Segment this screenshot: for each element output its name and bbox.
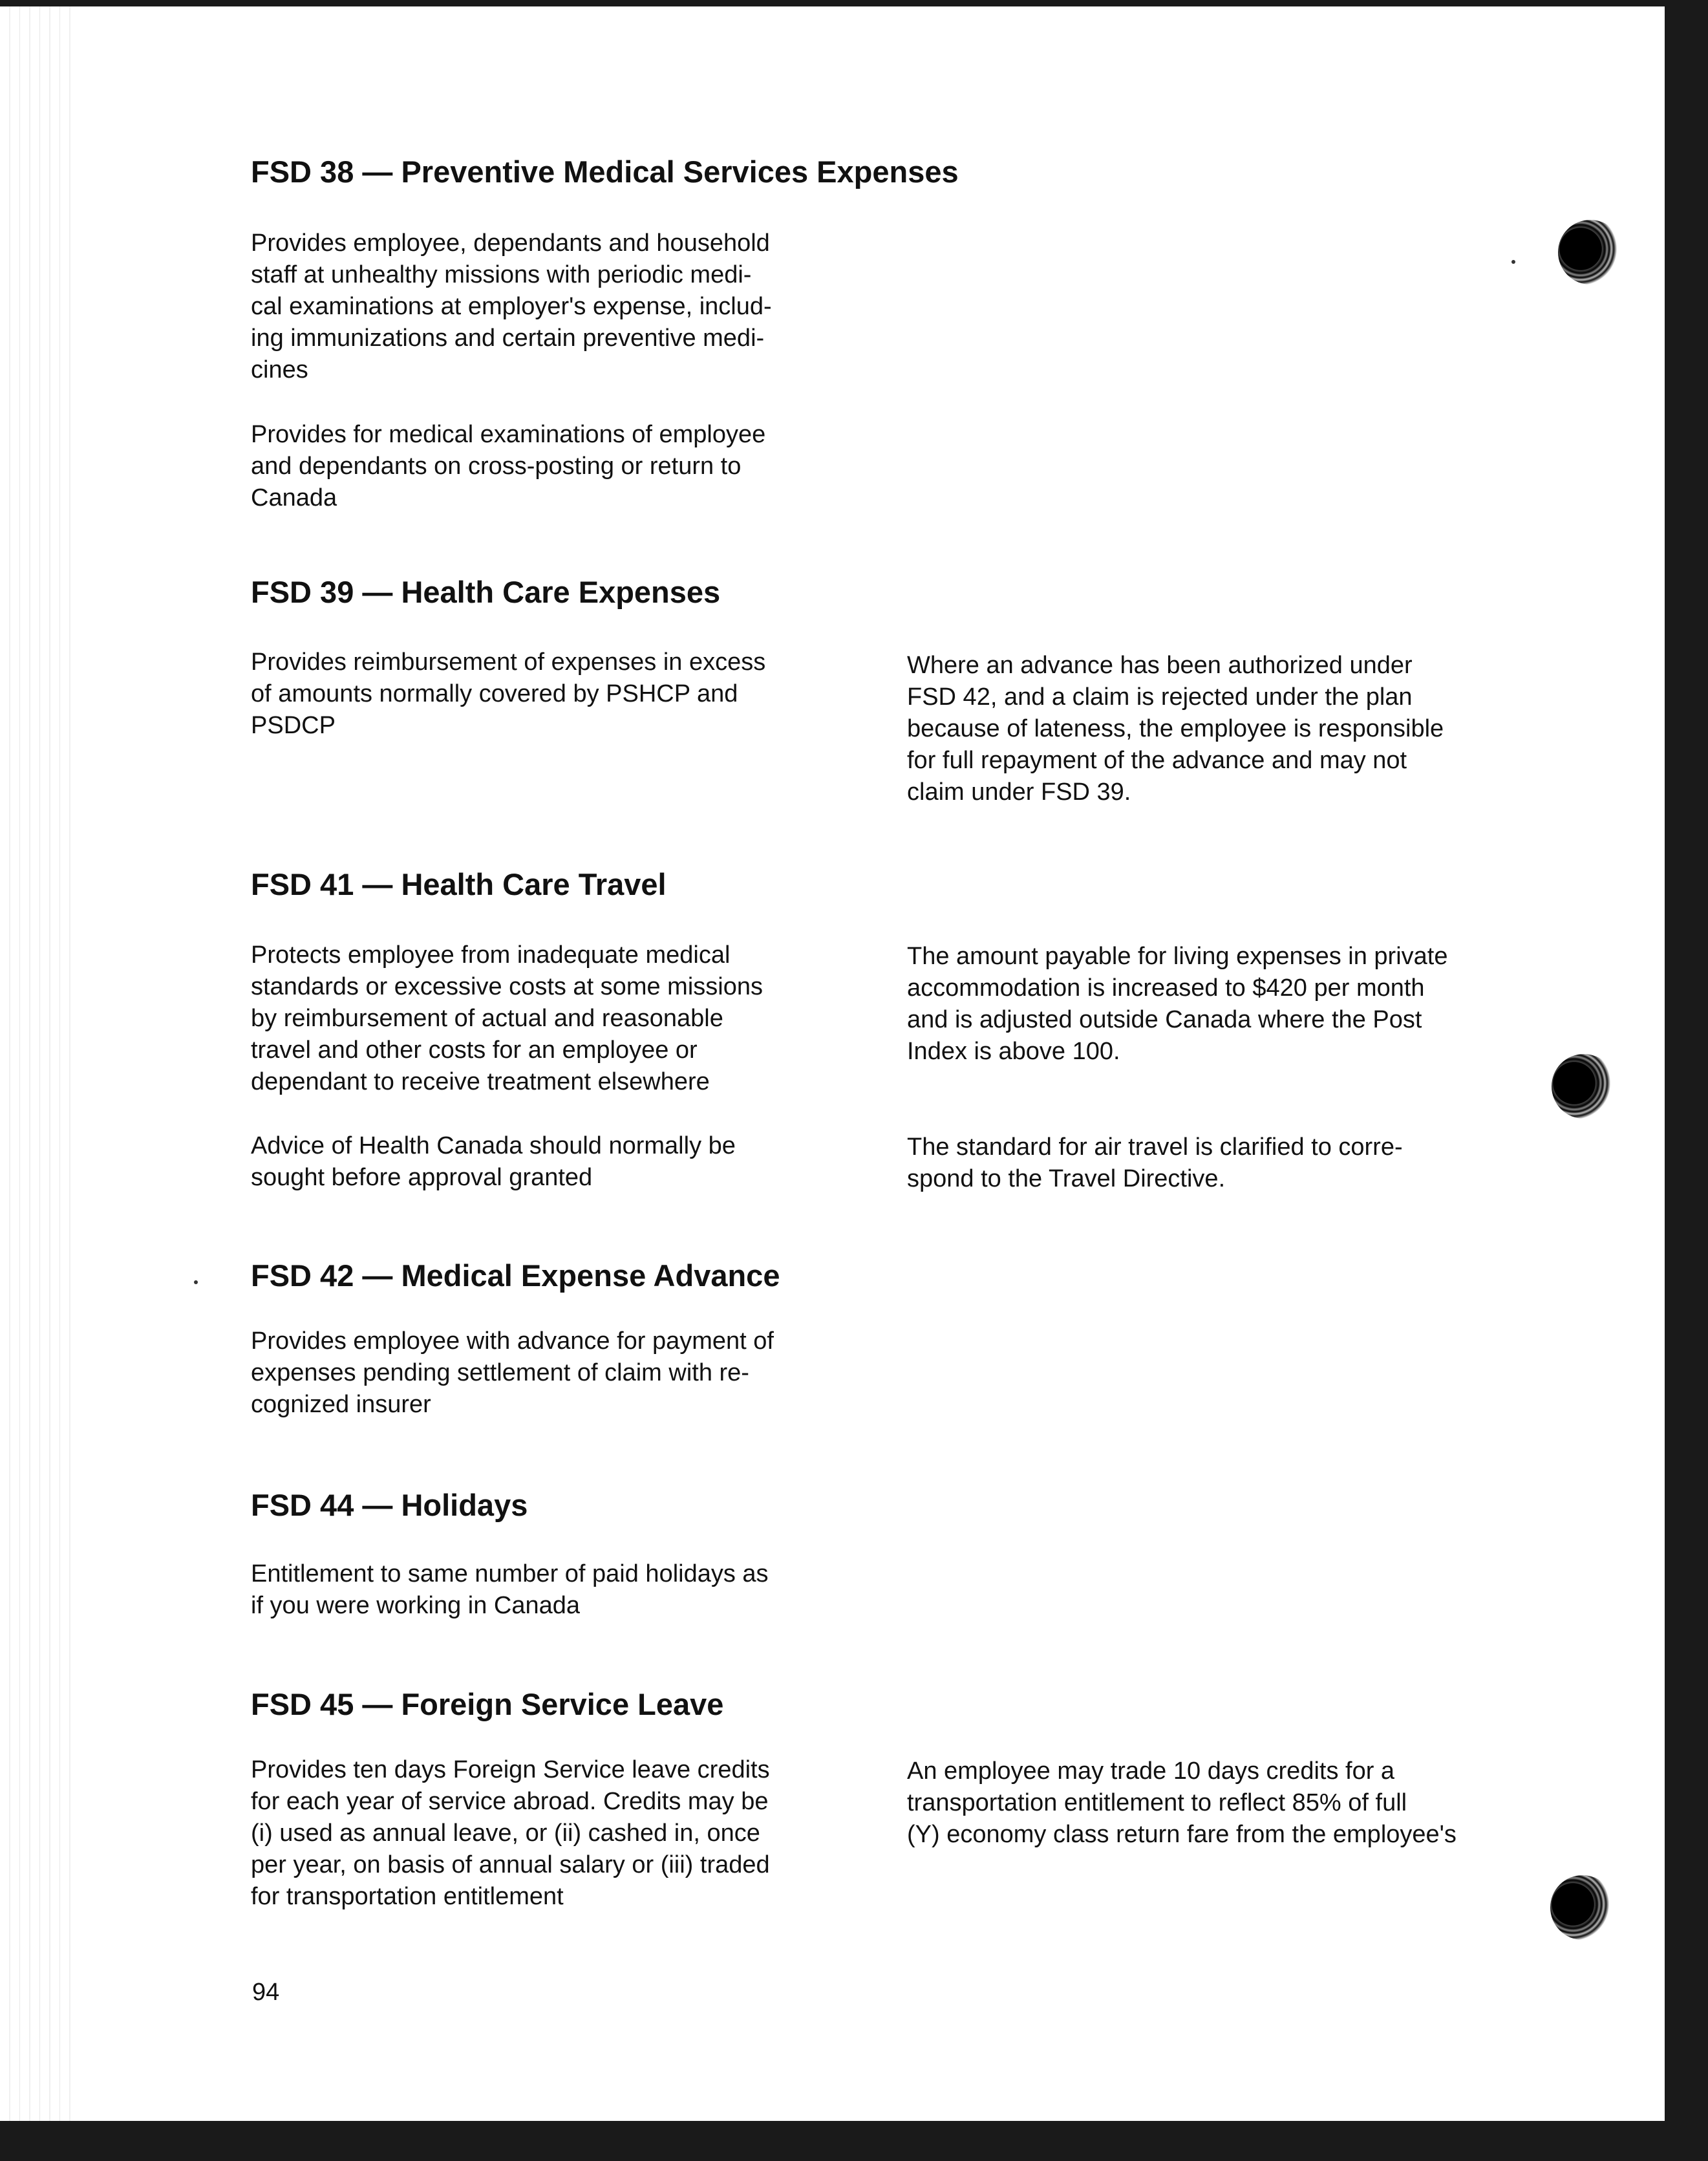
section-heading-fsd-38: FSD 38 — Preventive Medical Services Expenses: [251, 155, 959, 189]
binding-edge: [0, 6, 71, 2121]
section-heading-fsd-44: FSD 44 — Holidays: [251, 1488, 528, 1522]
scan-speck: [194, 1280, 198, 1284]
section-heading-fsd-42: FSD 42 — Medical Expense Advance: [251, 1258, 780, 1293]
scan-speck: [1511, 260, 1515, 264]
fsd-41-paragraph-2: Advice of Health Canada should normally be sought before approval granted: [251, 1132, 736, 1191]
section-heading-fsd-41: FSD 41 — Health Care Travel: [251, 867, 667, 901]
fsd-45-note: An employee may trade 10 days credits for a transportation entitlement to reflect 85% of full (Y) economy class return fare from the employee's: [907, 1758, 1457, 1848]
fsd-39-note: Where an advance has been authorized under FSD 42, and a claim is rejected under the plan because of lateness, the employee is responsible for full repayment of the advance and may not claim under FSD 39.: [907, 652, 1444, 806]
fsd-42-paragraph: Provides employee with advance for payment of expenses pending settlement of claim with re- cognized insurer: [251, 1328, 774, 1418]
section-heading-fsd-45: FSD 45 — Foreign Service Leave: [251, 1687, 724, 1721]
punch-hole-middle: [1552, 1054, 1616, 1119]
page-number: 94: [252, 1979, 280, 2006]
fsd-39-paragraph: Provides reimbursement of expenses in excess of amounts normally covered by PSHCP and PSDCP: [251, 649, 766, 739]
fsd-38-paragraph-1: Provides employee, dependants and household staff at unhealthy missions with periodic medi- cal examinations at employer's expense, includ- ing immunizations and certain preventive medi- cines: [251, 230, 772, 383]
punch-hole-top: [1558, 220, 1623, 285]
fsd-41-note-2: The standard for air travel is clarified to corre- spond to the Travel Directive.: [907, 1134, 1403, 1192]
fsd-38-paragraph-2: Provides for medical examinations of employee and dependants on cross-posting or return to Canada: [251, 421, 766, 511]
fsd-44-paragraph: Entitlement to same number of paid holidays as if you were working in Canada: [251, 1560, 769, 1619]
scanned-page: [0, 6, 1665, 2121]
punch-hole-bottom: [1550, 1875, 1615, 1940]
fsd-41-paragraph-1: Protects employee from inadequate medical standards or excessive costs at some missions by reimbursement of actual and reasonable travel and other costs for an employee or dependant to receive treatment elsewhere: [251, 941, 763, 1095]
section-heading-fsd-39: FSD 39 — Health Care Expenses: [251, 575, 721, 609]
fsd-41-note-1: The amount payable for living expenses in private accommodation is increased to $420 per month and is adjusted outside Canada where the Post Index is above 100.: [907, 943, 1448, 1065]
fsd-45-paragraph: Provides ten days Foreign Service leave credits for each year of service abroad. Credits may be (i) used as annual leave, or (ii) cashed in, once per year, on basis of annual salary or (iii) traded for transportation entitlement: [251, 1756, 770, 1910]
